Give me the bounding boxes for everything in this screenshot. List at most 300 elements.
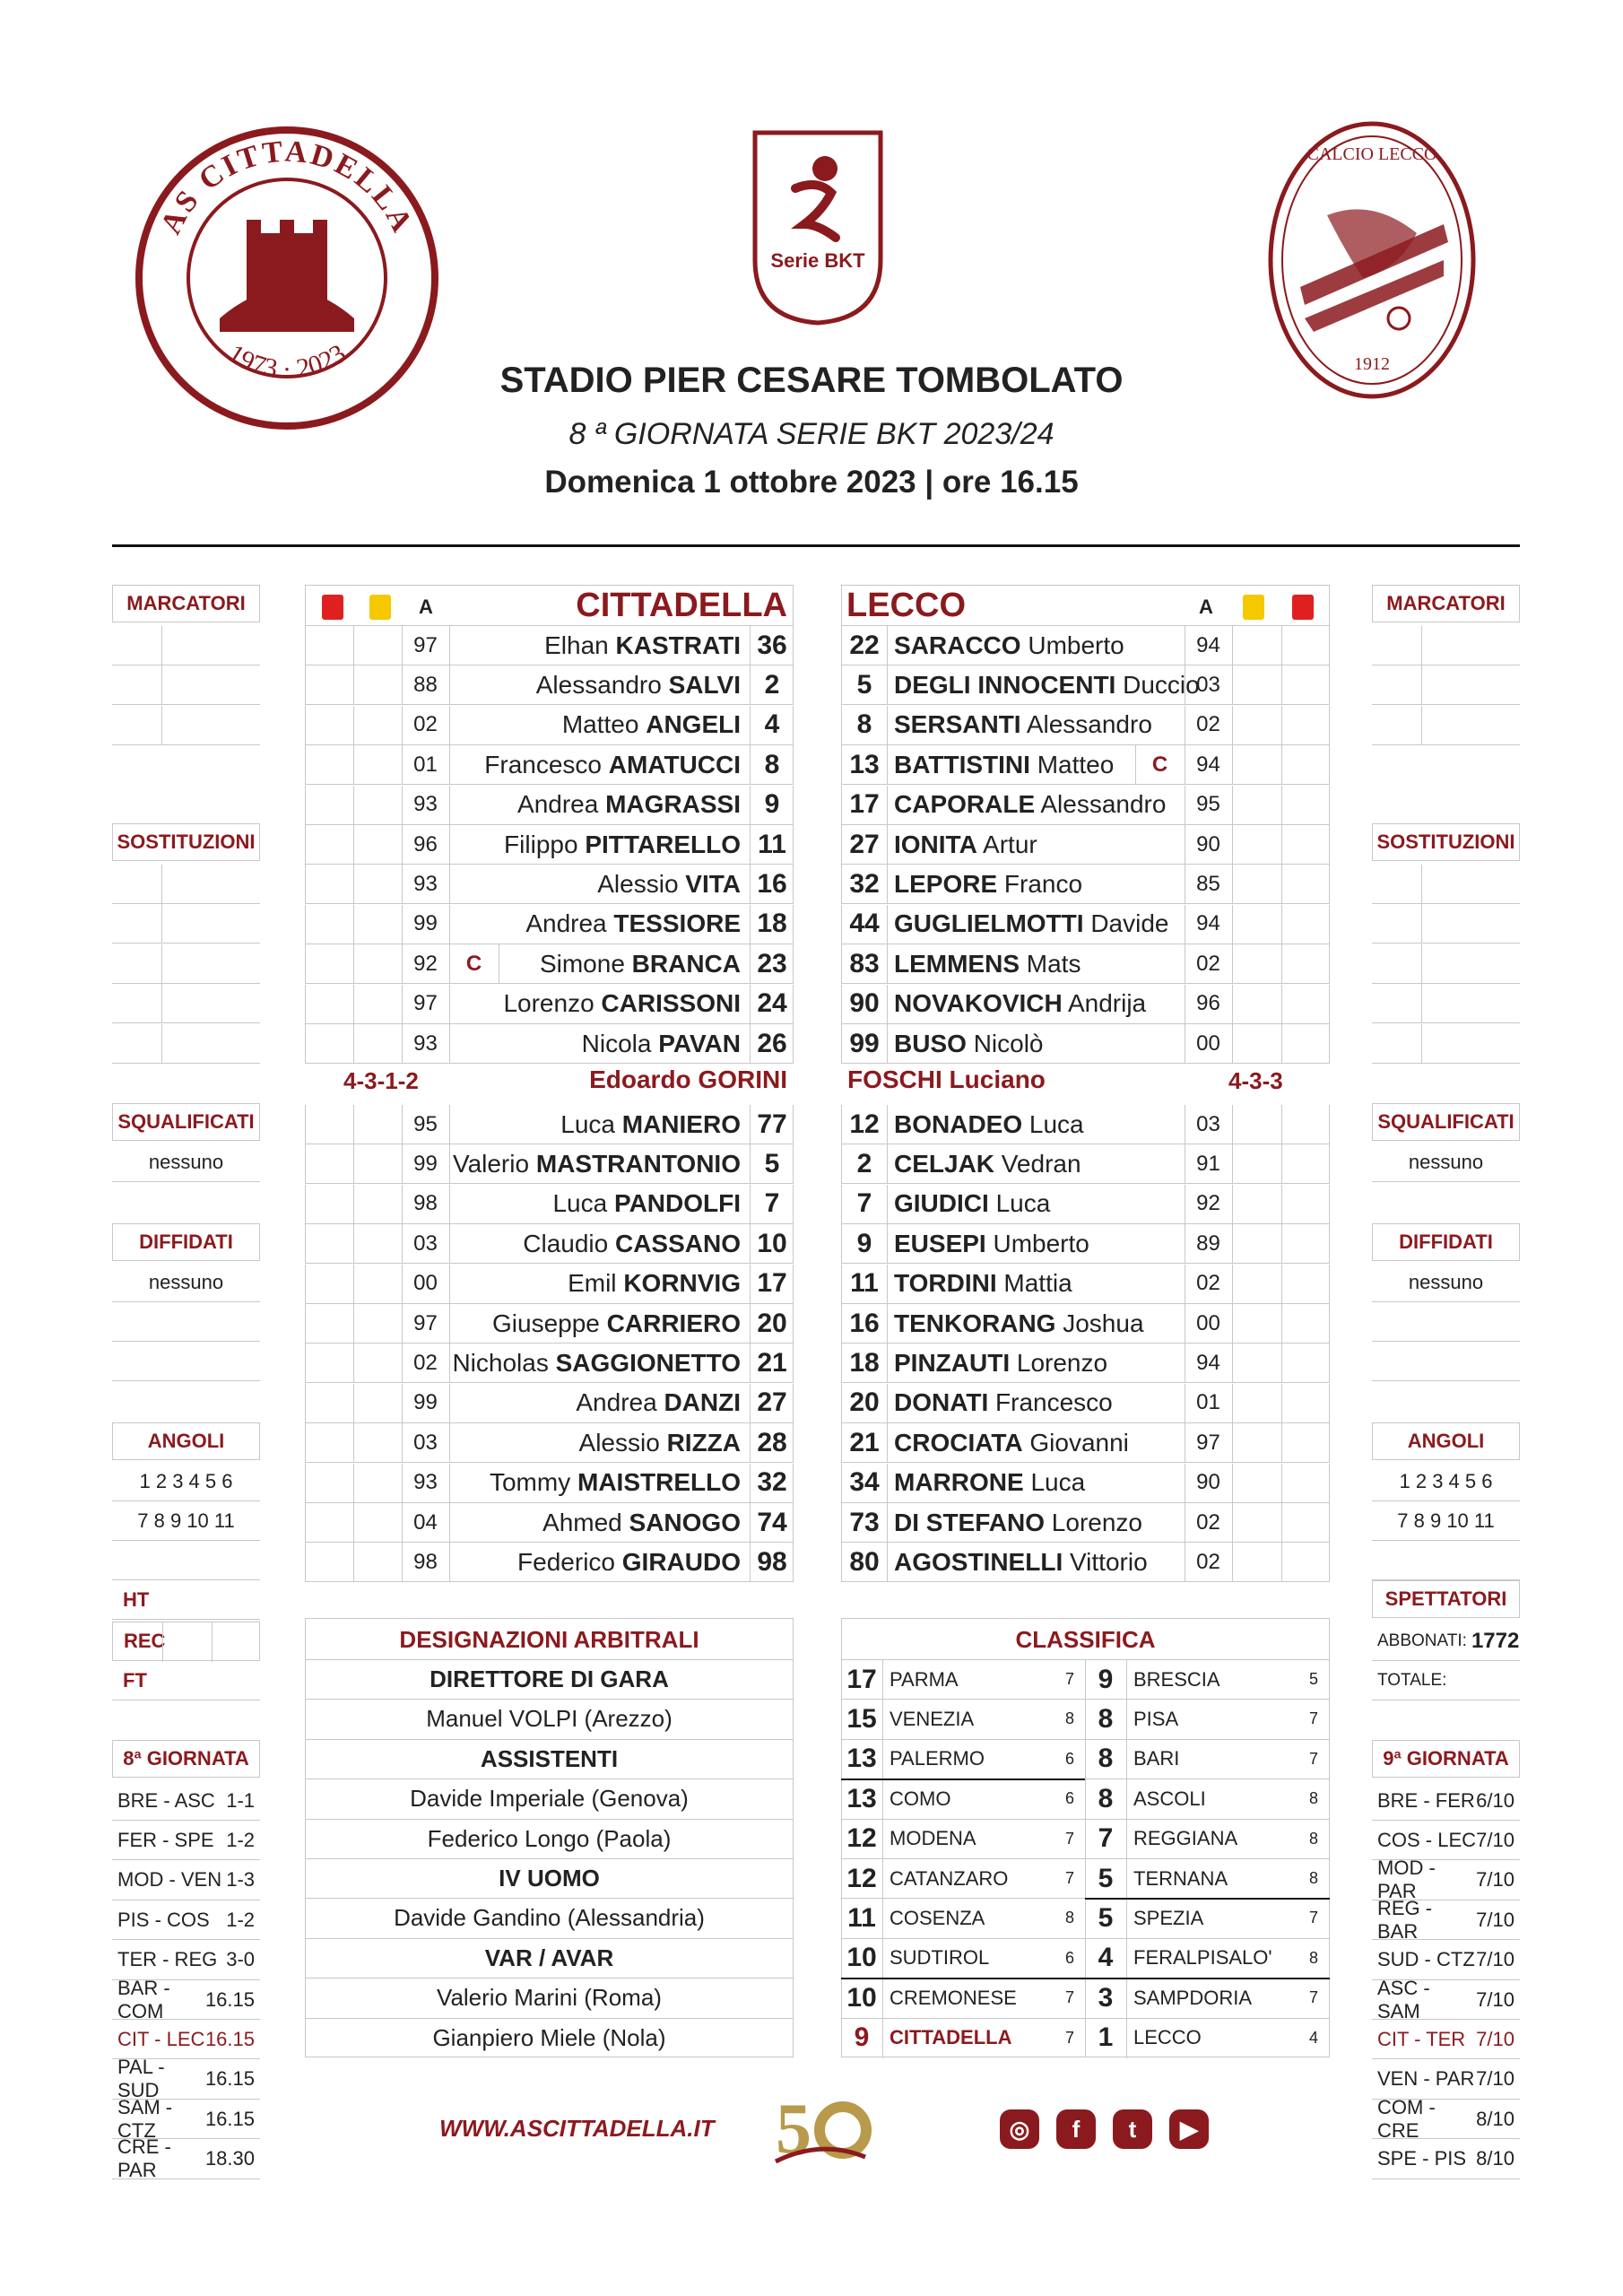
player-last-name: SARACCO (894, 631, 1021, 659)
player-year: 02 (1196, 712, 1220, 737)
player-number: 9 (856, 1228, 872, 1258)
match-date: 8/10 (1476, 2107, 1515, 2130)
player-name (894, 831, 1037, 859)
standings-left-row (841, 1699, 1085, 1738)
team-name: FERALPISALO' (1133, 1946, 1272, 1970)
player-number: 11 (758, 829, 786, 859)
team-points: 13 (846, 1783, 877, 1813)
match-result: 16.15 (204, 1987, 255, 2011)
league-logo-text: Serie BKT (770, 249, 865, 272)
standings-right-row (1085, 1938, 1329, 1978)
player-first-name: Artur (983, 830, 1037, 858)
player-last-name: DI STEFANO (894, 1508, 1046, 1536)
player-number: 98 (757, 1546, 787, 1577)
player-name (579, 1429, 741, 1457)
player-last-name: CARISSONI (601, 989, 741, 1018)
match-teams: PAL - SUD (117, 2056, 165, 2102)
season-ticket-label: ABBONATI: (1377, 1631, 1467, 1650)
referee-role: ASSISTENTI (480, 1744, 619, 1772)
substitutions-label: SOSTITUZIONI (1372, 823, 1520, 861)
standings-right-row (1085, 1739, 1329, 1779)
match-result: 16.15 (204, 2107, 255, 2130)
away-logo-text-bottom: 1912 (1354, 354, 1390, 374)
event-entry-line[interactable] (1372, 665, 1520, 705)
away-player-row[interactable] (841, 985, 1330, 1024)
player-name (552, 1189, 741, 1218)
match-result: 1-2 (226, 1828, 255, 1851)
home-player-row[interactable] (305, 1344, 794, 1383)
referee-row (305, 1819, 794, 1858)
player-first-name: Luca (995, 1189, 1051, 1218)
team-name: BRESCIA (1133, 1667, 1220, 1691)
league-logo (746, 126, 890, 327)
player-first-name: Joshua (1063, 1309, 1144, 1337)
player-last-name: CARRIERO (606, 1309, 741, 1337)
season-ticket-value: 1772 (1471, 1628, 1520, 1653)
event-entry-line[interactable] (1372, 626, 1520, 665)
player-first-name: Federico (517, 1547, 615, 1576)
team-points: 8 (1098, 1703, 1114, 1734)
match-teams: MOD - PAR (1377, 1857, 1436, 1903)
home-player-row[interactable] (305, 665, 794, 705)
spectators-label: SPETTATORI (1372, 1580, 1520, 1618)
player-number: 7 (764, 1188, 780, 1219)
player-name (894, 1548, 1148, 1577)
home-player-row[interactable] (305, 626, 794, 665)
player-year: 97 (413, 632, 438, 657)
total-label: TOTALE: (1377, 1670, 1447, 1690)
round8-match (112, 2135, 260, 2182)
player-last-name: SANOGO (629, 1508, 741, 1536)
away-formation: 4-3-3 (1228, 1067, 1283, 1094)
team-points: 10 (846, 1982, 877, 2013)
player-first-name: Lorenzo (1051, 1508, 1142, 1536)
player-name (894, 1189, 1050, 1218)
away-player-row[interactable] (841, 1464, 1330, 1503)
referee-row (305, 1938, 794, 1978)
away-player-row[interactable] (841, 1224, 1330, 1264)
standings-left-row (841, 1938, 1085, 1978)
player-first-name: Ahmed (542, 1508, 622, 1536)
home-player-row[interactable] (305, 1423, 794, 1463)
team-points: 11 (847, 1902, 876, 1933)
empty-line (112, 1302, 260, 1342)
player-last-name: TESSIORE (613, 909, 741, 938)
player-year: 94 (1196, 911, 1220, 936)
match-date: 7/10 (1476, 1948, 1515, 1971)
player-name (542, 1509, 741, 1537)
event-entry-line[interactable] (112, 665, 260, 705)
match-date: 6/10 (1476, 1788, 1515, 1812)
season-ticket-line (1372, 1622, 1520, 1661)
player-name (504, 831, 741, 859)
player-name (894, 1388, 1113, 1417)
team-games: 7 (1064, 1670, 1074, 1688)
standings-zone-line (1085, 1898, 1330, 1900)
player-last-name: IONITA (894, 830, 977, 858)
team-name: REGGIANA (1133, 1827, 1238, 1850)
match-teams: PIS - COS (117, 1908, 210, 1931)
event-entry-line[interactable] (1372, 944, 1520, 984)
player-first-name: Emil (568, 1269, 617, 1298)
home-team-name: CITTADELLA (576, 587, 787, 624)
player-last-name: MARRONE (894, 1468, 1024, 1497)
player-year: 02 (1196, 1271, 1220, 1296)
player-last-name: MASTRANTONIO (535, 1149, 741, 1178)
match-teams: FER - SPE (117, 1828, 214, 1851)
event-entry-line[interactable] (112, 706, 260, 745)
referee-row (305, 1858, 794, 1898)
match-date: Domenica 1 ottobre 2023 | ore 16.15 (544, 465, 1079, 500)
player-number: 28 (757, 1427, 787, 1457)
home-player-row[interactable] (305, 1185, 794, 1224)
standings-left-row (841, 1779, 1085, 1818)
event-entry-line[interactable] (1372, 1024, 1520, 1064)
referee-name: Davide Imperiale (Genova) (410, 1785, 689, 1813)
player-name (894, 950, 1081, 978)
player-year: 04 (413, 1509, 438, 1535)
match-teams: REG - BAR (1377, 1896, 1433, 1943)
player-year: 98 (413, 1549, 438, 1574)
player-last-name: BRANCA (631, 949, 741, 978)
player-first-name: Nicolò (973, 1029, 1044, 1057)
referee-role: DIRETTORE DI GARA (430, 1665, 669, 1692)
half-time-text: HT (123, 1587, 150, 1611)
team-games: 4 (1308, 2028, 1318, 2047)
standings-left-row (841, 1819, 1085, 1858)
referee-name: Valerio Marini (Roma) (437, 1984, 662, 2012)
player-year: 85 (1196, 871, 1220, 896)
full-time-text: FT (123, 1668, 147, 1692)
home-player-row[interactable] (305, 786, 794, 825)
team-games: 7 (1308, 1909, 1318, 1927)
player-first-name: Tommy (489, 1468, 571, 1497)
player-number: 21 (849, 1427, 880, 1457)
stadium-title: STADIO PIER CESARE TOMBOLATO (499, 361, 1124, 400)
away-player-row[interactable] (841, 1384, 1330, 1423)
instagram-icon[interactable] (1000, 2109, 1039, 2149)
home-player-row[interactable] (305, 865, 794, 904)
player-name (484, 751, 741, 779)
referees-title: DESIGNAZIONI ARBITRALI (399, 1626, 699, 1653)
away-player-row[interactable] (841, 1344, 1330, 1383)
match-teams: BAR - COM (117, 1976, 170, 2022)
player-last-name: EUSEPI (894, 1229, 986, 1257)
referee-name: Manuel VOLPI (Arezzo) (426, 1705, 673, 1733)
home-player-row[interactable] (305, 825, 794, 865)
standings-right-row (1085, 1779, 1329, 1818)
player-first-name: Umberto (1028, 631, 1124, 659)
event-entry-line[interactable] (1372, 865, 1520, 904)
player-number: 7 (856, 1188, 872, 1219)
standings-right-row (1085, 1858, 1329, 1898)
player-name (894, 1309, 1144, 1338)
player-number: 5 (764, 1148, 780, 1178)
player-name (503, 989, 741, 1018)
match-teams: SAM - CTZ (117, 2095, 173, 2142)
event-entry-line[interactable] (112, 904, 260, 944)
player-year: 95 (413, 1111, 438, 1136)
home-player-row[interactable] (305, 944, 794, 984)
yellow-card-icon (369, 595, 391, 620)
player-number: 17 (849, 789, 880, 820)
team-games: 8 (1308, 1789, 1318, 1808)
standings-right-row (1085, 1898, 1329, 1937)
player-last-name: LEMMENS (894, 949, 1020, 978)
player-year: 00 (413, 1271, 438, 1296)
facebook-icon[interactable] (1056, 2109, 1096, 2149)
player-first-name: Alessandro (535, 670, 662, 699)
away-player-row[interactable] (841, 1265, 1330, 1304)
round9-match (1372, 1976, 1520, 2022)
player-name (525, 909, 741, 938)
player-year: 93 (413, 1470, 438, 1495)
team-name: TERNANA (1133, 1866, 1228, 1890)
player-year: 03 (413, 1430, 438, 1455)
referee-role: VAR / AVAR (484, 1944, 614, 1971)
round8-match (112, 2020, 260, 2059)
home-player-row[interactable] (305, 745, 794, 785)
player-first-name: Vedran (1001, 1149, 1081, 1178)
event-entry-line[interactable] (112, 626, 260, 665)
player-name (492, 1309, 741, 1338)
event-entry-line[interactable] (112, 865, 260, 904)
player-number: 90 (849, 988, 880, 1019)
team-points: 13 (846, 1744, 877, 1774)
round9-match (1372, 2060, 1520, 2100)
scorers-label: MARCATORI (1372, 585, 1520, 622)
player-year: 95 (1196, 792, 1220, 817)
away-player-row[interactable] (841, 1024, 1330, 1064)
player-first-name: Luca (560, 1109, 615, 1138)
away-player-row[interactable] (841, 1423, 1330, 1463)
home-player-row[interactable] (305, 1304, 794, 1344)
team-games: 6 (1064, 1789, 1074, 1808)
player-last-name: BATTISTINI (894, 750, 1030, 778)
referee-row (305, 2018, 794, 2057)
round8-match (112, 2095, 260, 2142)
team-name: PALERMO (890, 1747, 985, 1770)
away-player-row[interactable] (841, 1503, 1330, 1543)
match-teams: CRE - PAR (117, 2135, 171, 2182)
match-teams: COS - LEC (1377, 1828, 1477, 1851)
svg-text:5: 5 (776, 2090, 812, 2169)
half-time[interactable] (112, 1580, 260, 1620)
team-games: 6 (1064, 1948, 1074, 1967)
referee-row (305, 1739, 794, 1779)
away-player-row[interactable] (841, 1105, 1330, 1144)
player-number: 2 (764, 669, 780, 700)
anniversary-logo (767, 2090, 874, 2170)
player-name (894, 751, 1114, 779)
away-player-row[interactable] (841, 706, 1330, 745)
player-year: 02 (413, 1350, 438, 1375)
total-spectators-line[interactable] (1372, 1661, 1520, 1700)
player-first-name: Luca (1028, 1109, 1084, 1138)
website-link[interactable]: WWW.ASCITTADELLA.IT (439, 2115, 715, 2142)
player-name (894, 989, 1146, 1018)
player-year: 88 (413, 672, 438, 697)
round8-title: 8ª GIORNATA (112, 1740, 260, 1778)
player-name (894, 1150, 1081, 1178)
player-number: 16 (757, 868, 787, 899)
player-last-name: CELJAK (894, 1149, 995, 1178)
player-last-name: DANZI (664, 1388, 741, 1417)
player-year: 89 (1196, 1231, 1220, 1256)
player-year: 03 (1196, 672, 1220, 697)
player-year: 94 (1196, 752, 1220, 777)
captain-badge: C (465, 951, 482, 976)
player-first-name: Francesco (995, 1388, 1113, 1417)
team-points: 12 (846, 1863, 877, 1893)
match-teams: CIT - TER (1377, 2027, 1466, 2050)
team-name: SAMPDORIA (1133, 1986, 1253, 2009)
team-name: SUDTIROL (890, 1946, 990, 1970)
home-logo-text-top: AS CITTADELLA (154, 135, 420, 239)
player-last-name: PANDOLFI (613, 1189, 741, 1218)
match-result: 1-3 (226, 1868, 255, 1892)
player-first-name: Valerio (452, 1149, 530, 1178)
standings-right-row (1085, 1819, 1329, 1858)
player-last-name: MAGRASSI (605, 790, 741, 819)
team-name: CATANZARO (890, 1866, 1009, 1890)
event-entry-line[interactable] (1372, 706, 1520, 745)
player-name (536, 671, 741, 700)
recovery-time[interactable] (112, 1622, 260, 1661)
player-number: 18 (849, 1347, 880, 1378)
away-player-row[interactable] (841, 1144, 1330, 1184)
player-last-name: BUSO (894, 1029, 967, 1057)
away-player-row[interactable] (841, 865, 1330, 904)
away-player-row[interactable] (841, 745, 1330, 785)
standings-left-row (841, 1898, 1085, 1937)
player-number: 27 (757, 1387, 787, 1418)
team-games: 7 (1064, 2028, 1074, 2047)
event-entry-line[interactable] (112, 944, 260, 984)
player-first-name: Simone (539, 949, 625, 978)
match-date: 7/10 (1476, 2067, 1515, 2091)
suspended-value: nessuno (1372, 1143, 1520, 1182)
home-player-row[interactable] (305, 706, 794, 745)
round9-match (1372, 2140, 1520, 2179)
suspended-label: SQUALIFICATI (112, 1103, 260, 1141)
away-player-row[interactable] (841, 944, 1330, 984)
player-number: 23 (757, 948, 787, 978)
player-year: 00 (1196, 1310, 1220, 1335)
player-last-name: GIUDICI (894, 1189, 989, 1218)
player-year: 91 (1196, 1151, 1220, 1176)
home-player-row[interactable] (305, 1384, 794, 1423)
player-last-name: AGOSTINELLI (894, 1547, 1063, 1576)
event-entry-line[interactable] (1372, 984, 1520, 1023)
away-player-row[interactable] (841, 665, 1330, 705)
round8-match (112, 1900, 260, 1940)
player-first-name: Lorenzo (503, 989, 595, 1018)
player-first-name: Vittorio (1070, 1547, 1148, 1576)
home-col-a: A (419, 596, 433, 618)
standings-zone-line (1085, 1978, 1330, 1979)
event-entry-line[interactable] (112, 984, 260, 1023)
home-player-row[interactable] (305, 1024, 794, 1064)
event-entry-line[interactable] (1372, 904, 1520, 944)
home-player-row[interactable] (305, 1464, 794, 1503)
event-entry-line[interactable] (112, 1024, 260, 1064)
player-first-name: Claudio (523, 1229, 609, 1257)
player-first-name: Giuseppe (492, 1309, 600, 1337)
player-year: 99 (413, 1390, 438, 1415)
standings-left-row (841, 1978, 1085, 2017)
away-player-row[interactable] (841, 825, 1330, 865)
player-year: 97 (1196, 1430, 1220, 1455)
home-player-row[interactable] (305, 1224, 794, 1264)
away-player-row[interactable] (841, 1185, 1330, 1224)
twitter-icon[interactable] (1113, 2109, 1152, 2149)
team-name: COMO (890, 1787, 951, 1810)
match-date: 8/10 (1476, 2147, 1515, 2170)
player-name (894, 1230, 1089, 1258)
player-number: 22 (849, 630, 880, 660)
home-player-row[interactable] (305, 1144, 794, 1184)
player-number: 13 (849, 749, 880, 779)
player-name (560, 1110, 741, 1139)
away-player-row[interactable] (841, 905, 1330, 944)
player-name (540, 950, 741, 978)
player-name (894, 909, 1168, 938)
player-name (582, 1030, 741, 1058)
home-player-row[interactable] (305, 1105, 794, 1144)
away-logo (1264, 117, 1480, 404)
player-number: 36 (757, 630, 787, 660)
yellow-card-icon (1243, 595, 1264, 620)
match-result: 1-1 (226, 1788, 255, 1812)
red-card-icon (1292, 595, 1314, 620)
full-time[interactable] (112, 1661, 260, 1700)
player-number: 17 (757, 1268, 787, 1299)
away-player-row[interactable] (841, 1543, 1330, 1582)
round9-title: 9ª GIORNATA (1372, 1740, 1520, 1778)
player-name (894, 1110, 1084, 1139)
player-name (894, 1468, 1085, 1497)
home-player-row[interactable] (305, 905, 794, 944)
player-name (597, 870, 741, 899)
youtube-icon[interactable] (1169, 2109, 1209, 2149)
team-name: VENEZIA (890, 1707, 975, 1730)
away-player-row[interactable] (841, 1304, 1330, 1344)
standings-right-row (1085, 1699, 1329, 1738)
away-player-row[interactable] (841, 626, 1330, 665)
suspended-value: nessuno (112, 1143, 260, 1182)
team-points: 4 (1098, 1943, 1114, 1973)
team-points: 3 (1098, 1982, 1114, 2013)
player-name (894, 1509, 1142, 1537)
player-first-name: Alessio (597, 869, 679, 898)
round9-match (1372, 1781, 1520, 1821)
player-year: 01 (1196, 1390, 1220, 1415)
team-games: 7 (1064, 1869, 1074, 1887)
home-player-row[interactable] (305, 985, 794, 1024)
match-teams: ASC - SAM (1377, 1976, 1430, 2022)
home-player-row[interactable] (305, 1503, 794, 1543)
player-number: 32 (757, 1467, 787, 1498)
home-player-row[interactable] (305, 1265, 794, 1304)
team-games: 8 (1308, 1869, 1318, 1887)
round9-match (1372, 2020, 1520, 2059)
team-points: 10 (846, 1943, 877, 1973)
player-year: 92 (1196, 1191, 1220, 1216)
team-name: PARMA (890, 1667, 959, 1691)
away-player-row[interactable] (841, 786, 1330, 825)
home-player-row[interactable] (305, 1543, 794, 1582)
